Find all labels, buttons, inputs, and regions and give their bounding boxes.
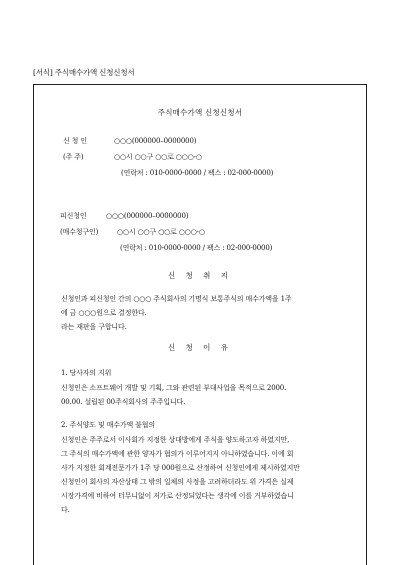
reason-2-line: 사가 지정한 회계전문가가 1주 당 000원으로 산정하여 신청인에게 제시하였지만 [61, 464, 300, 472]
purpose-line: 신청인과 피신청인 간의 ○○○ 주식회사의 기명식 보통주식의 매수가액을 1주 [61, 295, 292, 303]
petition-form [33, 84, 367, 565]
reason-1-line: 00.00. 설립된 00주식회사의 주주입니다. [61, 398, 186, 406]
reason-2-line: 시장가격에 비하여 터무니없이 저가로 산정되었다는 생각에 이를 거부하였습니 [61, 492, 294, 500]
reason-2-line: 다. [61, 506, 70, 514]
applicant-name-id: ○○○(000000–0000000) [114, 137, 197, 145]
purpose-line: 라는 재판을 구합니다. [61, 323, 127, 331]
applicant-address-label: (주 주) [63, 153, 84, 161]
reason-1-paragraph [61, 381, 347, 409]
header-caption: [서식] 주식매수가액 신청신청서 [33, 68, 135, 77]
reason-2-line: 그 주식의 매수가액에 관한 양자가 협의가 이루어지지 아니하였습니다. 이에 회 [61, 450, 294, 458]
purpose-heading: 신 청 취 지 [167, 271, 233, 280]
reason-2-line: 신청인은 주주로서 이사회가 지정한 상대방에게 주식을 양도하고자 하였지만, [61, 436, 290, 444]
document-title: 주식매수가액 신청신청서 [157, 108, 243, 117]
reason-1-line: 신청인은 소프트웨어 개발 및 기획, 그와 관련된 부대사업을 목적으로 2000. [61, 384, 287, 392]
reason-2-title: 2. 주식양도 및 매수가액 불협의 [61, 421, 156, 429]
respondent-address: ○○시 ○○구 ○○로 ○○○-○ [117, 228, 205, 236]
respondent-contact: (연락처 : 010-0000-0000 / 팩스 : 02-000-0000) [120, 244, 273, 252]
applicant-address: ○○시 ○○구 ○○로 ○○○-○ [114, 153, 202, 161]
reason-2-line: 신청인이 회사의 자산상태 그 밖의 일체의 사정을 고려하더라도 위 가격은 실제 [61, 478, 294, 486]
purpose-line: 에 금 ○○○원으로 결정한다. [61, 309, 147, 317]
reasons-heading: 신 청 이 유 [167, 343, 233, 352]
respondent-name-id: ○○○(000000–0000000) [106, 212, 189, 220]
applicant-contact: (연락처 : 010-0000-0000 / 팩스 : 02-000-0000) [121, 169, 274, 177]
reason-1-title: 1. 당사자의 지위 [61, 369, 112, 377]
applicant-label: 신 청 인 [63, 137, 87, 145]
reason-2-paragraph [61, 433, 347, 517]
purpose-paragraph [61, 292, 347, 334]
respondent-address-label: (매수청구인) [60, 228, 99, 236]
respondent-label: 피신청인 [60, 212, 87, 220]
